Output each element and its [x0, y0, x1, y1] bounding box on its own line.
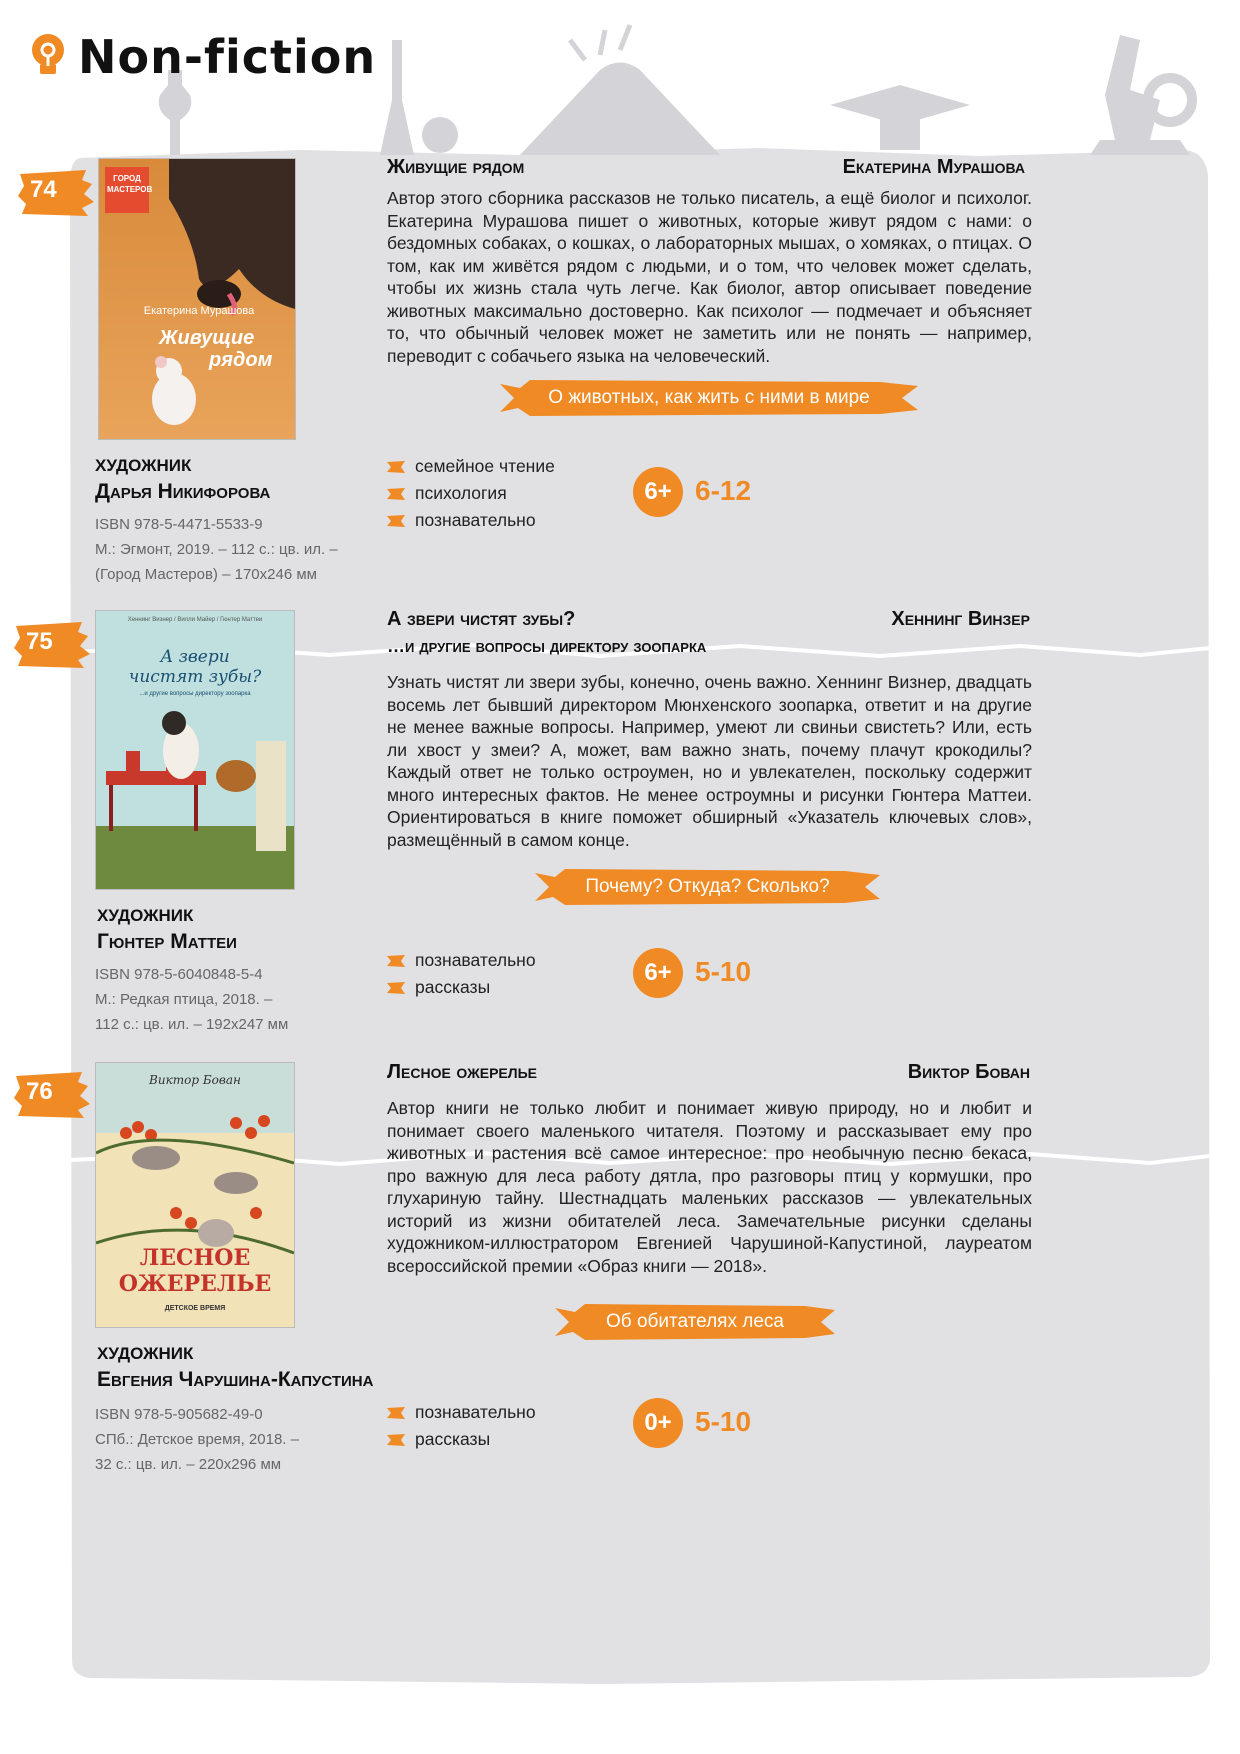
- science-silhouettes: [0, 0, 1240, 170]
- publisher-line: М.: Редкая птица, 2018. –: [95, 991, 273, 1008]
- brush-mark-icon: [387, 1407, 405, 1419]
- brush-mark-icon: [387, 515, 405, 527]
- age-rating-badge: 6+: [633, 467, 683, 517]
- book-author: Хеннинг Винзер: [891, 608, 1030, 630]
- theme-text: Об обитателях леса: [606, 1311, 784, 1332]
- book-number: 74: [30, 176, 57, 203]
- cover-title-2: рядом: [209, 349, 273, 371]
- format-line: (Город Мастеров) – 170х246 мм: [95, 566, 317, 583]
- lightbulb-icon: [28, 32, 68, 82]
- tag-item: познавательно: [387, 1399, 536, 1426]
- tag-item: познавательно: [387, 947, 536, 974]
- illustrator-label: ХУДОЖНИК: [97, 1344, 194, 1363]
- cover-author: Екатерина Мурашова: [143, 305, 255, 317]
- book-number-badge: [12, 620, 92, 670]
- tag-list: [387, 453, 555, 534]
- brush-mark-icon: [387, 488, 405, 500]
- publication-info: [95, 512, 338, 587]
- book-description: Автор книги не только любит и понимает живую природу, но и любит и понимает своего маленького читателя. Поэтому и рассказывает ему про животных и растения всё самое интересное: про необычную песню бекаса, про важную для леса работу дятла, про разговоры птиц у кормушки, про глухариную тайну. Шестнадцать маленьких рассказов — увлекательных историй из жизни обитателей леса. Замечательные рисунки сделаны художником-иллюстратором Евгенией Чарушиной-Капустиной, лауреатом всероссийской премии «Образ книги — 2018».: [387, 1098, 1032, 1276]
- theme-text: О животных, как жить с ними в мире: [548, 387, 870, 408]
- publisher-line: М.: Эгмонт, 2019. – 112 с.: цв. ил. –: [95, 541, 338, 558]
- tag-item: семейное чтение: [387, 453, 555, 480]
- book-number: 75: [26, 628, 53, 655]
- age-range: 5-10: [695, 1406, 752, 1437]
- age-range: 5-10: [695, 956, 752, 987]
- tag-list: [387, 947, 536, 1001]
- illustrator-label: ХУДОЖНИК: [97, 906, 194, 925]
- book-number: 76: [26, 1078, 53, 1105]
- isbn: ISBN 978-5-4471-5533-9: [95, 516, 263, 533]
- tag-item: познавательно: [387, 507, 555, 534]
- isbn: ISBN 978-5-905682-49-0: [95, 1406, 263, 1423]
- book-cover[interactable]: [95, 1062, 295, 1328]
- cover-authors: Хеннинг Визнер / Вилли Майер / Гюнтер Маттеи: [127, 617, 263, 623]
- brush-mark-icon: [387, 461, 405, 473]
- tag-item: рассказы: [387, 1426, 536, 1453]
- brush-mark-icon: [387, 982, 405, 994]
- isbn: ISBN 978-5-6040848-5-4: [95, 966, 263, 983]
- cover-title-2: чистят зубы?: [128, 667, 262, 687]
- book-title: А звери чистят зубы?: [387, 608, 576, 630]
- format-line: 32 с.: цв. ил. – 220х296 мм: [95, 1456, 282, 1473]
- theme-banner: [535, 869, 880, 905]
- age-rating-badge: 0+: [633, 1398, 683, 1448]
- illustrator-name: Дарья Никифорова: [95, 480, 271, 503]
- cover-title-1: ЛЕСНОЕ: [139, 1245, 251, 1271]
- tag-item: психология: [387, 480, 555, 507]
- theme-banner: [555, 1304, 835, 1340]
- brush-mark-icon: [387, 1434, 405, 1446]
- book-description: Автор этого сборника рассказов не только писатель, а ещё биолог и психолог. Екатерина Мурашова пишет о животных, которые живут рядом с нами: о бездомных собаках, о кошках, о лабораторных мышах, о хомяках, о птицах. О том, как им живётся рядом с людьми, и о том, что человек может сделать, чтобы их жизнь стала чуть легче. Как биолог, автор описывает поведение животных максимально достоверно. Как психолог — подмечает и объясняет то, что обычный человек может не заметить или не понять — например, переводит с собачьего языка на человеческий.: [387, 188, 1032, 366]
- publication-info: [95, 962, 288, 1037]
- age-rating-badge: 6+: [633, 948, 683, 998]
- book-author: Виктор Бован: [907, 1061, 1030, 1083]
- format-line: 112 с.: цв. ил. – 192х247 мм: [95, 1016, 289, 1033]
- book-title: Живущие рядом: [387, 156, 525, 178]
- cover-author: Виктор Бован: [149, 1073, 241, 1087]
- cover-title-2: ОЖЕРЕЛЬЕ: [118, 1271, 272, 1297]
- illustrator-name: Гюнтер Маттеи: [97, 930, 237, 953]
- book-number-badge: [12, 1070, 92, 1120]
- cover-publisher: ДЕТСКОЕ ВРЕМЯ: [164, 1305, 226, 1312]
- book-cover[interactable]: [98, 158, 296, 440]
- publisher-line: СПб.: Детское время, 2018. –: [95, 1431, 299, 1448]
- cover-subtitle: ...и другие вопросы директору зоопарка: [139, 691, 251, 697]
- book-title: Лесное ожерелье: [387, 1061, 537, 1083]
- book-cover[interactable]: [95, 610, 295, 890]
- publication-info: [95, 1402, 299, 1477]
- cover-series: ГОРОД МАСТЕРОВ: [107, 174, 153, 194]
- illustrator-name: Евгения Чарушина-Капустина: [97, 1368, 374, 1391]
- cover-title-1: А звери: [160, 647, 230, 667]
- tag-list: [387, 1399, 536, 1453]
- book-subtitle: …и другие вопросы директору зоопарка: [387, 636, 707, 656]
- illustrator-label: ХУДОЖНИК: [95, 456, 192, 475]
- theme-banner: [500, 380, 918, 416]
- age-range: 6-12: [695, 475, 752, 506]
- book-description: Узнать чистят ли звери зубы, конечно, очень важно. Хеннинг Визнер, двадцать восемь лет бывший директором Мюнхенского зоопарка, ответит и на другие не менее важные вопросы. Например, умеют ли свиньи свистеть? Или, есть ли хвост у змеи? А, может, вам важно знать, почему плачут крокодилы? Каждый ответ не только остроумен, но и увлекателен, поскольку содержит много интересных фактов. Не менее остроумны и рисунки Гюнтера Маттеи. Ориентироваться в книге поможет обширный «Указатель ключевых слов», размещённый в самом конце.: [387, 672, 1032, 850]
- brush-mark-icon: [387, 955, 405, 967]
- section-title: Non-fiction: [78, 30, 377, 84]
- tag-item: рассказы: [387, 974, 536, 1001]
- book-number-badge: [16, 168, 96, 218]
- cover-title-1: Живущие: [159, 327, 255, 349]
- theme-text: Почему? Откуда? Сколько?: [585, 876, 830, 897]
- book-author: Екатерина Мурашова: [842, 156, 1025, 178]
